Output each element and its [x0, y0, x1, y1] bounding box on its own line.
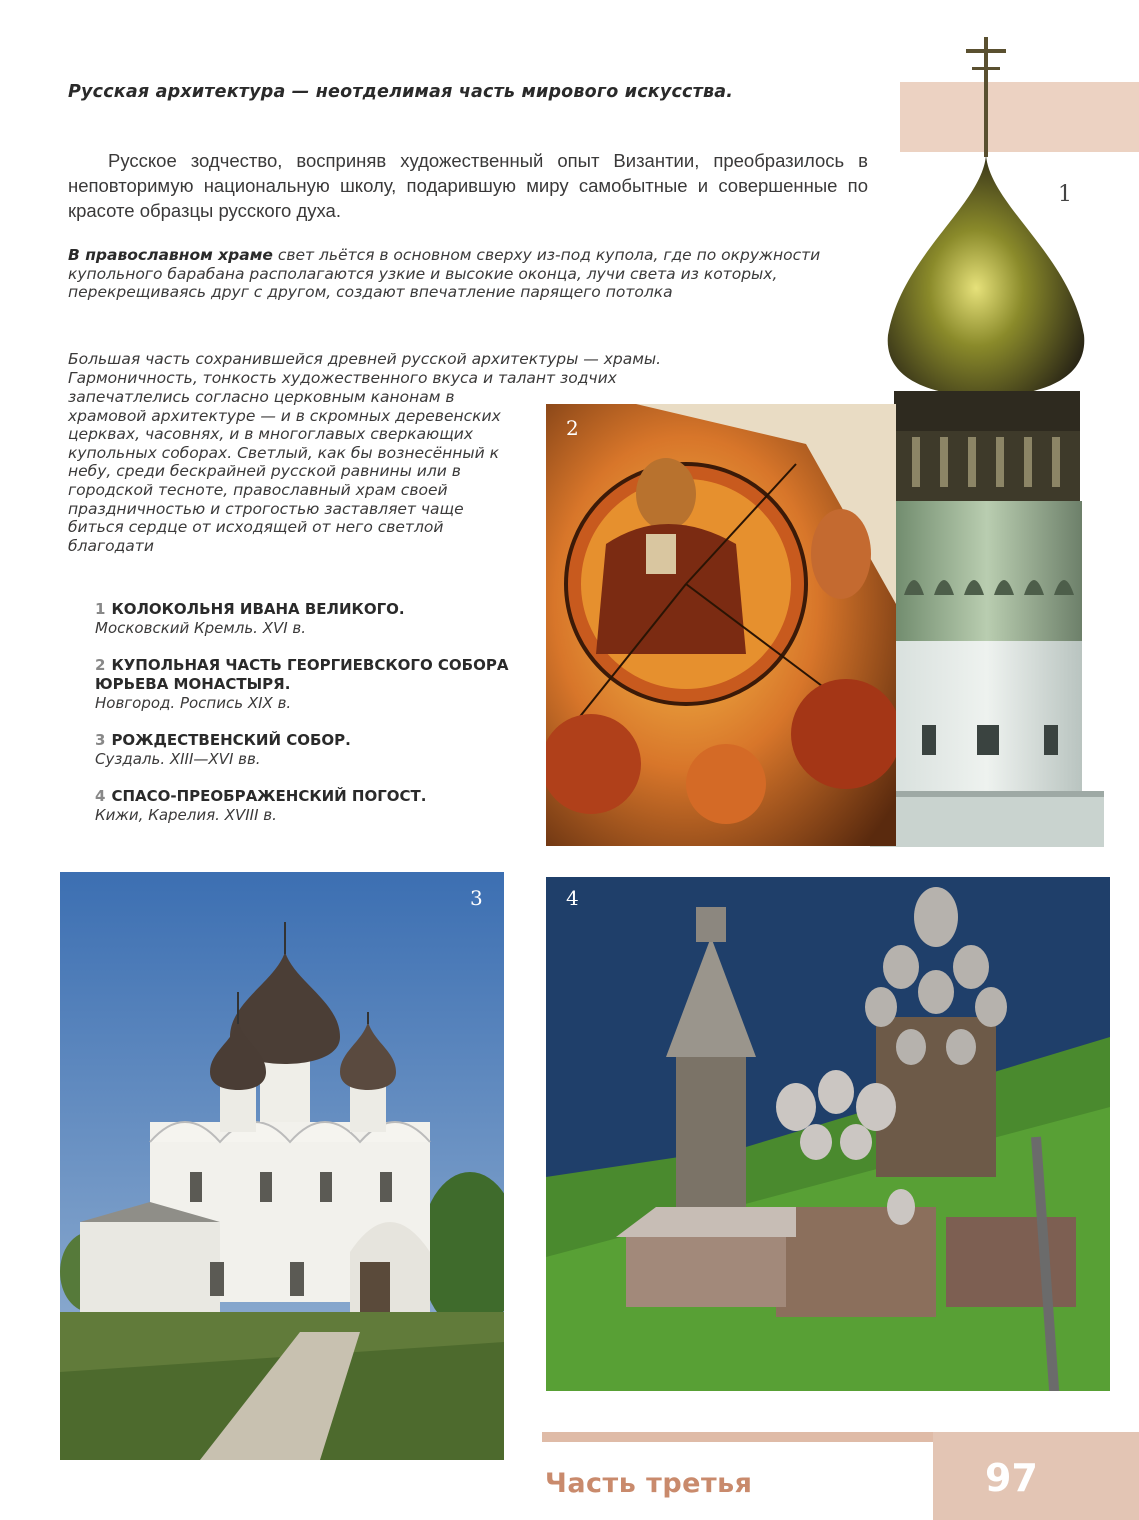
caption-3 — [95, 731, 515, 769]
page-headline: Русская архитектура — неотделимая часть мирового искусства. — [68, 82, 734, 102]
photo-dome-frescoes — [546, 404, 896, 846]
photo-bell-tower — [862, 35, 1112, 847]
footer-section-title: Часть третья — [545, 1468, 753, 1499]
caption-number: 4 — [95, 787, 106, 805]
paragraph-light-text: свет льётся в основном сверху из-под купола, где по окружности купольного барабана располагаются узкие и высокие оконца, лучи света из которых, перекрещиваясь друг с другом, создают впечатление парящего потолка — [68, 246, 821, 302]
caption-2 — [95, 656, 515, 713]
photo-number-3: 3 — [470, 886, 483, 910]
caption-title: СПАСО-ПРЕОБРАЖЕНСКИЙ ПОГОСТ. — [111, 787, 427, 805]
photo-captions — [95, 600, 515, 843]
paragraph-architecture-line1: Большая часть сохранившейся древней русской архитектуры — храмы. — [68, 350, 662, 368]
caption-1 — [95, 600, 515, 638]
photo-cathedral — [60, 872, 504, 1460]
page-number: 97 — [985, 1456, 1038, 1500]
caption-subtitle: Кижи, Карелия. XVIII в. — [95, 806, 277, 824]
caption-number: 2 — [95, 656, 106, 674]
caption-subtitle: Московский Кремль. XVI в. — [95, 619, 307, 637]
paragraph-architecture-head — [68, 350, 788, 387]
photo-kizhi — [546, 877, 1110, 1391]
photo-number-1: 1 — [1058, 182, 1072, 207]
paragraph-architecture-line2: Гармоничность, тонкость художественного вкуса и талант зодчих — [68, 368, 617, 387]
caption-subtitle: Суздаль. XIII—XVI вв. — [95, 750, 261, 768]
caption-title: КОЛОКОЛЬНЯ ИВАНА ВЕЛИКОГО. — [111, 600, 405, 618]
caption-title: РОЖДЕСТВЕНСКИЙ СОБОР. — [111, 731, 351, 749]
paragraph-architecture-text: запечатлелись согласно церковным канонам в храмовой архитектуре — и в скромных деревенских церквах, часовнях, и в многоглавых сверкающих купольных соборах. Светлый, как бы вознесённый к небу, среди бескрайней русской равнины или в городской тесноте, православный храм своей праздничностью и строгостью заставляет чаще биться сердце от исходящей от него светлой благодати — [68, 388, 501, 555]
caption-number: 3 — [95, 731, 106, 749]
caption-4 — [95, 787, 515, 825]
intro-paragraph: Русское зодчество, восприняв художественный опыт Византии, преобразилось в неповторимую национальную школу, подарившую миру самобытные и совершенные по красоте образцы русского духа. — [68, 150, 868, 221]
caption-subtitle: Новгород. Роспись XIX в. — [95, 694, 292, 712]
footer-bar — [542, 1432, 933, 1442]
photo-number-2: 2 — [566, 416, 579, 440]
paragraph-light — [68, 246, 868, 302]
caption-title: КУПОЛЬНАЯ ЧАСТЬ ГЕОРГИЕВСКОГО СОБОРА ЮРЬЕВА МОНАСТЫРЯ. — [95, 656, 509, 693]
caption-number: 1 — [95, 600, 106, 618]
photo-number-4: 4 — [566, 886, 579, 910]
paragraph-light-lead: В православном храме — [68, 246, 273, 264]
